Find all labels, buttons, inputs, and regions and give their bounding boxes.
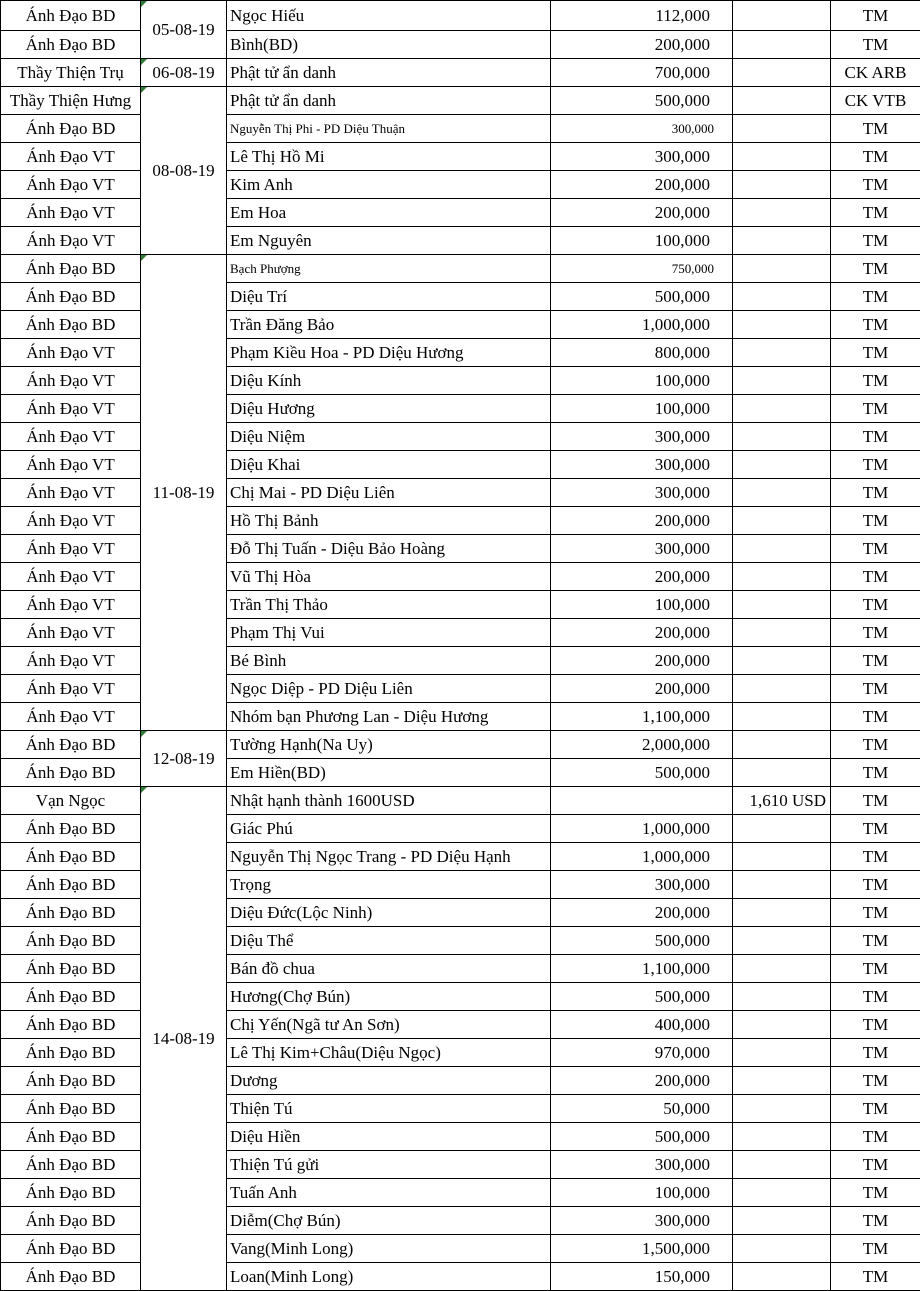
receiver-cell: Ánh Đạo BD (1, 731, 141, 759)
payment-method-cell: TM (831, 563, 920, 591)
table-row (1, 59, 920, 87)
receiver-cell: Ánh Đạo BD (1, 1067, 141, 1095)
donor-name-cell: Dương (227, 1067, 551, 1095)
amount-usd-cell (733, 703, 831, 731)
date-cell: 06-08-19 (141, 59, 227, 87)
receiver-cell: Vạn Ngọc (1, 787, 141, 815)
table-row (1, 255, 920, 283)
payment-method-cell: TM (831, 1179, 920, 1207)
donor-name-cell: Lê Thị Hồ Mi (227, 143, 551, 171)
receiver-cell: Ánh Đạo BD (1, 899, 141, 927)
payment-method-cell: TM (831, 787, 920, 815)
receiver-cell: Ánh Đạo BD (1, 311, 141, 339)
receiver-cell: Ánh Đạo VT (1, 563, 141, 591)
amount-usd-cell (733, 955, 831, 983)
amount-vnd-cell: 500,000 (551, 983, 733, 1011)
amount-usd-cell (733, 675, 831, 703)
payment-method-cell: TM (831, 535, 920, 563)
donor-name-cell: Diễm(Chợ Bún) (227, 1207, 551, 1235)
payment-method-cell: TM (831, 31, 920, 59)
payment-method-cell: TM (831, 899, 920, 927)
amount-usd-cell (733, 339, 831, 367)
table-row (1, 115, 920, 143)
amount-usd-cell (733, 59, 831, 87)
table-row (1, 199, 920, 227)
amount-vnd-cell: 2,000,000 (551, 731, 733, 759)
amount-usd-cell (733, 731, 831, 759)
amount-usd-cell (733, 843, 831, 871)
amount-vnd-cell (551, 787, 733, 815)
payment-method-cell: TM (831, 1207, 920, 1235)
payment-method-cell: TM (831, 759, 920, 787)
amount-vnd-cell: 500,000 (551, 759, 733, 787)
amount-vnd-cell: 300,000 (551, 1151, 733, 1179)
table-row (1, 1235, 920, 1263)
amount-usd-cell (733, 199, 831, 227)
donor-name-cell: Em Hoa (227, 199, 551, 227)
amount-usd-cell (733, 1039, 831, 1067)
receiver-cell: Ánh Đạo BD (1, 255, 141, 283)
payment-method-cell: TM (831, 955, 920, 983)
amount-vnd-cell: 1,000,000 (551, 843, 733, 871)
donor-name-cell: Em Hiền(BD) (227, 759, 551, 787)
amount-usd-cell (733, 31, 831, 59)
donor-name-cell: Trần Đăng Bảo (227, 311, 551, 339)
receiver-cell: Ánh Đạo BD (1, 843, 141, 871)
amount-vnd-cell: 200,000 (551, 507, 733, 535)
payment-method-cell: TM (831, 647, 920, 675)
amount-vnd-cell: 200,000 (551, 171, 733, 199)
payment-method-cell: TM (831, 927, 920, 955)
amount-vnd-cell: 100,000 (551, 227, 733, 255)
receiver-cell: Thầy Thiện Hưng (1, 87, 141, 115)
amount-vnd-cell: 200,000 (551, 675, 733, 703)
table-row (1, 843, 920, 871)
table-row (1, 395, 920, 423)
payment-method-cell: TM (831, 1, 920, 31)
donor-name-cell: Lê Thị Kim+Châu(Diệu Ngọc) (227, 1039, 551, 1067)
receiver-cell: Ánh Đạo BD (1, 1011, 141, 1039)
receiver-cell: Ánh Đạo BD (1, 1095, 141, 1123)
receiver-cell: Ánh Đạo VT (1, 647, 141, 675)
amount-usd-cell (733, 927, 831, 955)
payment-method-cell: TM (831, 423, 920, 451)
donor-name-cell: Em Nguyên (227, 227, 551, 255)
amount-usd-cell (733, 647, 831, 675)
receiver-cell: Ánh Đạo BD (1, 759, 141, 787)
payment-method-cell: TM (831, 871, 920, 899)
amount-usd-cell (733, 1207, 831, 1235)
receiver-cell: Ánh Đạo VT (1, 339, 141, 367)
donor-name-cell: Giác Phú (227, 815, 551, 843)
payment-method-cell: TM (831, 815, 920, 843)
table-row (1, 143, 920, 171)
amount-vnd-cell: 150,000 (551, 1263, 733, 1291)
payment-method-cell: TM (831, 591, 920, 619)
table-row (1, 1151, 920, 1179)
receiver-cell: Ánh Đạo BD (1, 31, 141, 59)
receiver-cell: Ánh Đạo BD (1, 1123, 141, 1151)
payment-method-cell: TM (831, 731, 920, 759)
amount-usd-cell (733, 227, 831, 255)
donor-name-cell: Loan(Minh Long) (227, 1263, 551, 1291)
payment-method-cell: CK ARB (831, 59, 920, 87)
table-row (1, 367, 920, 395)
amount-vnd-cell: 100,000 (551, 367, 733, 395)
donor-name-cell: Bình(BD) (227, 31, 551, 59)
donor-name-cell: Trọng (227, 871, 551, 899)
receiver-cell: Ánh Đạo VT (1, 367, 141, 395)
amount-vnd-cell: 500,000 (551, 1123, 733, 1151)
donor-name-cell: Phật tử ẩn danh (227, 87, 551, 115)
table-row (1, 507, 920, 535)
amount-usd-cell (733, 1, 831, 31)
amount-vnd-cell: 700,000 (551, 59, 733, 87)
donor-name-cell: Diệu Khai (227, 451, 551, 479)
payment-method-cell: CK VTB (831, 87, 920, 115)
amount-usd-cell (733, 423, 831, 451)
receiver-cell: Ánh Đạo VT (1, 535, 141, 563)
payment-method-cell: TM (831, 983, 920, 1011)
table-row (1, 703, 920, 731)
amount-usd-cell (733, 1151, 831, 1179)
payment-method-cell: TM (831, 283, 920, 311)
table-row (1, 87, 920, 115)
amount-usd-cell (733, 1235, 831, 1263)
amount-usd-cell (733, 1179, 831, 1207)
table-row (1, 31, 920, 59)
payment-method-cell: TM (831, 843, 920, 871)
donor-name-cell: Thiện Tú gửi (227, 1151, 551, 1179)
receiver-cell: Ánh Đạo VT (1, 395, 141, 423)
donor-name-cell: Chị Yến(Ngã tư An Sơn) (227, 1011, 551, 1039)
donor-name-cell: Bán đồ chua (227, 955, 551, 983)
payment-method-cell: TM (831, 1123, 920, 1151)
table-row (1, 731, 920, 759)
table-row (1, 815, 920, 843)
table-row (1, 423, 920, 451)
amount-vnd-cell: 200,000 (551, 647, 733, 675)
table-row (1, 1179, 920, 1207)
table-row (1, 227, 920, 255)
amount-usd-cell (733, 115, 831, 143)
table-row (1, 171, 920, 199)
receiver-cell: Ánh Đạo BD (1, 1, 141, 31)
table-row (1, 1, 920, 31)
table-row (1, 927, 920, 955)
amount-usd-cell (733, 871, 831, 899)
amount-vnd-cell: 300,000 (551, 535, 733, 563)
donor-name-cell: Phật tử ẩn danh (227, 59, 551, 87)
amount-usd-cell (733, 87, 831, 115)
amount-vnd-cell: 200,000 (551, 899, 733, 927)
amount-vnd-cell: 300,000 (551, 115, 733, 143)
donor-name-cell: Kim Anh (227, 171, 551, 199)
amount-vnd-cell: 200,000 (551, 563, 733, 591)
payment-method-cell: TM (831, 479, 920, 507)
amount-usd-cell (733, 619, 831, 647)
amount-usd-cell (733, 899, 831, 927)
table-row (1, 647, 920, 675)
payment-method-cell: TM (831, 199, 920, 227)
amount-usd-cell (733, 171, 831, 199)
amount-usd-cell (733, 283, 831, 311)
table-row (1, 1207, 920, 1235)
donor-name-cell: Diệu Hương (227, 395, 551, 423)
date-cell: 14-08-19 (141, 787, 227, 1291)
donor-name-cell: Vũ Thị Hòa (227, 563, 551, 591)
payment-method-cell: TM (831, 451, 920, 479)
amount-vnd-cell: 500,000 (551, 283, 733, 311)
date-cell: 05-08-19 (141, 1, 227, 59)
receiver-cell: Ánh Đạo VT (1, 423, 141, 451)
amount-usd-cell (733, 1123, 831, 1151)
donor-name-cell: Nhật hạnh thành 1600USD (227, 787, 551, 815)
table-row (1, 871, 920, 899)
payment-method-cell: TM (831, 619, 920, 647)
date-cell: 08-08-19 (141, 87, 227, 255)
payment-method-cell: TM (831, 311, 920, 339)
table-row (1, 983, 920, 1011)
donor-name-cell: Diệu Hiền (227, 1123, 551, 1151)
amount-vnd-cell: 100,000 (551, 1179, 733, 1207)
amount-usd-cell (733, 1095, 831, 1123)
amount-usd-cell (733, 451, 831, 479)
table-row (1, 535, 920, 563)
amount-usd-cell (733, 479, 831, 507)
amount-vnd-cell: 500,000 (551, 87, 733, 115)
table-row (1, 339, 920, 367)
donor-name-cell: Diệu Đức(Lộc Ninh) (227, 899, 551, 927)
donor-name-cell: Phạm Kiều Hoa - PD Diệu Hương (227, 339, 551, 367)
receiver-cell: Ánh Đạo BD (1, 1207, 141, 1235)
receiver-cell: Ánh Đạo BD (1, 1039, 141, 1067)
receiver-cell: Ánh Đạo BD (1, 871, 141, 899)
receiver-cell: Ánh Đạo BD (1, 955, 141, 983)
amount-vnd-cell: 400,000 (551, 1011, 733, 1039)
amount-usd-cell (733, 367, 831, 395)
donor-name-cell: Ngọc Diệp - PD Diệu Liên (227, 675, 551, 703)
amount-usd-cell (733, 143, 831, 171)
table-body (1, 1, 920, 1291)
table-row (1, 1263, 920, 1291)
table-row (1, 479, 920, 507)
donor-name-cell: Diệu Niệm (227, 423, 551, 451)
receiver-cell: Ánh Đạo BD (1, 815, 141, 843)
receiver-cell: Ánh Đạo VT (1, 143, 141, 171)
amount-usd-cell (733, 983, 831, 1011)
receiver-cell: Ánh Đạo BD (1, 1151, 141, 1179)
amount-vnd-cell: 300,000 (551, 1207, 733, 1235)
donor-name-cell: Đỗ Thị Tuấn - Diệu Bảo Hoàng (227, 535, 551, 563)
receiver-cell: Ánh Đạo BD (1, 115, 141, 143)
amount-vnd-cell: 300,000 (551, 451, 733, 479)
payment-method-cell: TM (831, 1095, 920, 1123)
payment-method-cell: TM (831, 675, 920, 703)
amount-vnd-cell: 300,000 (551, 143, 733, 171)
receiver-cell: Ánh Đạo VT (1, 675, 141, 703)
amount-vnd-cell: 300,000 (551, 871, 733, 899)
amount-vnd-cell: 500,000 (551, 927, 733, 955)
receiver-cell: Ánh Đạo VT (1, 451, 141, 479)
table-row (1, 563, 920, 591)
receiver-cell: Ánh Đạo VT (1, 703, 141, 731)
table-row (1, 675, 920, 703)
payment-method-cell: TM (831, 507, 920, 535)
table-row (1, 1123, 920, 1151)
payment-method-cell: TM (831, 703, 920, 731)
amount-vnd-cell: 800,000 (551, 339, 733, 367)
receiver-cell: Ánh Đạo VT (1, 199, 141, 227)
receiver-cell: Ánh Đạo BD (1, 1179, 141, 1207)
amount-vnd-cell: 200,000 (551, 199, 733, 227)
donor-name-cell: Nhóm bạn Phương Lan - Diệu Hương (227, 703, 551, 731)
table-row (1, 955, 920, 983)
donor-name-cell: Thiện Tú (227, 1095, 551, 1123)
amount-vnd-cell: 1,000,000 (551, 815, 733, 843)
donor-name-cell: Ngọc Hiếu (227, 1, 551, 31)
payment-method-cell: TM (831, 143, 920, 171)
payment-method-cell: TM (831, 395, 920, 423)
receiver-cell: Ánh Đạo VT (1, 591, 141, 619)
amount-vnd-cell: 200,000 (551, 619, 733, 647)
table-row (1, 451, 920, 479)
amount-usd-cell (733, 1067, 831, 1095)
receiver-cell: Ánh Đạo BD (1, 283, 141, 311)
payment-method-cell: TM (831, 1067, 920, 1095)
amount-usd-cell (733, 507, 831, 535)
receiver-cell: Ánh Đạo BD (1, 1235, 141, 1263)
amount-usd-cell (733, 311, 831, 339)
amount-vnd-cell: 300,000 (551, 479, 733, 507)
amount-vnd-cell: 970,000 (551, 1039, 733, 1067)
donor-name-cell: Chị Mai - PD Diệu Liên (227, 479, 551, 507)
receiver-cell: Ánh Đạo VT (1, 171, 141, 199)
amount-vnd-cell: 1,000,000 (551, 311, 733, 339)
table-row (1, 619, 920, 647)
table-row (1, 1067, 920, 1095)
donor-name-cell: Tuấn Anh (227, 1179, 551, 1207)
donor-name-cell: Nguyễn Thị Ngọc Trang - PD Diệu Hạnh (227, 843, 551, 871)
payment-method-cell: TM (831, 227, 920, 255)
amount-vnd-cell: 300,000 (551, 423, 733, 451)
amount-vnd-cell: 200,000 (551, 31, 733, 59)
receiver-cell: Ánh Đạo VT (1, 227, 141, 255)
receiver-cell: Ánh Đạo VT (1, 479, 141, 507)
receiver-cell: Ánh Đạo VT (1, 507, 141, 535)
amount-usd-cell: 1,610 USD (733, 787, 831, 815)
donor-name-cell: Nguyễn Thị Phi - PD Diệu Thuận (227, 115, 551, 143)
payment-method-cell: TM (831, 1039, 920, 1067)
payment-method-cell: TM (831, 1151, 920, 1179)
payment-method-cell: TM (831, 1235, 920, 1263)
donor-name-cell: Bé Bình (227, 647, 551, 675)
table-row (1, 311, 920, 339)
donor-name-cell: Hồ Thị Bảnh (227, 507, 551, 535)
donor-name-cell: Hương(Chợ Bún) (227, 983, 551, 1011)
payment-method-cell: TM (831, 255, 920, 283)
table-row (1, 283, 920, 311)
donor-name-cell: Diệu Thể (227, 927, 551, 955)
payment-method-cell: TM (831, 1263, 920, 1291)
amount-usd-cell (733, 759, 831, 787)
payment-method-cell: TM (831, 115, 920, 143)
receiver-cell: Ánh Đạo BD (1, 1263, 141, 1291)
amount-vnd-cell: 112,000 (551, 1, 733, 31)
amount-vnd-cell: 1,500,000 (551, 1235, 733, 1263)
donor-name-cell: Diệu Kính (227, 367, 551, 395)
payment-method-cell: TM (831, 171, 920, 199)
payment-method-cell: TM (831, 339, 920, 367)
donor-name-cell: Tường Hạnh(Na Uy) (227, 731, 551, 759)
amount-usd-cell (733, 591, 831, 619)
donor-name-cell: Phạm Thị Vui (227, 619, 551, 647)
amount-vnd-cell: 200,000 (551, 1067, 733, 1095)
amount-usd-cell (733, 255, 831, 283)
donor-name-cell: Trần Thị Thảo (227, 591, 551, 619)
payment-method-cell: TM (831, 1011, 920, 1039)
amount-vnd-cell: 50,000 (551, 1095, 733, 1123)
amount-usd-cell (733, 1011, 831, 1039)
receiver-cell: Ánh Đạo VT (1, 619, 141, 647)
amount-vnd-cell: 1,100,000 (551, 955, 733, 983)
receiver-cell: Ánh Đạo BD (1, 927, 141, 955)
amount-vnd-cell: 750,000 (551, 255, 733, 283)
amount-usd-cell (733, 535, 831, 563)
table-row (1, 591, 920, 619)
amount-vnd-cell: 100,000 (551, 591, 733, 619)
date-cell: 11-08-19 (141, 255, 227, 731)
amount-usd-cell (733, 1263, 831, 1291)
table-row (1, 1095, 920, 1123)
table-row (1, 1011, 920, 1039)
receiver-cell: Thầy Thiện Trụ (1, 59, 141, 87)
amount-usd-cell (733, 395, 831, 423)
date-cell: 12-08-19 (141, 731, 227, 787)
donor-name-cell: Diệu Trí (227, 283, 551, 311)
receiver-cell: Ánh Đạo BD (1, 983, 141, 1011)
amount-usd-cell (733, 563, 831, 591)
payment-method-cell: TM (831, 367, 920, 395)
donor-name-cell: Vang(Minh Long) (227, 1235, 551, 1263)
table-row (1, 787, 920, 815)
donor-name-cell: Bạch Phượng (227, 255, 551, 283)
table-row (1, 1039, 920, 1067)
amount-vnd-cell: 1,100,000 (551, 703, 733, 731)
amount-usd-cell (733, 815, 831, 843)
amount-vnd-cell: 100,000 (551, 395, 733, 423)
table-row (1, 759, 920, 787)
table-row (1, 899, 920, 927)
